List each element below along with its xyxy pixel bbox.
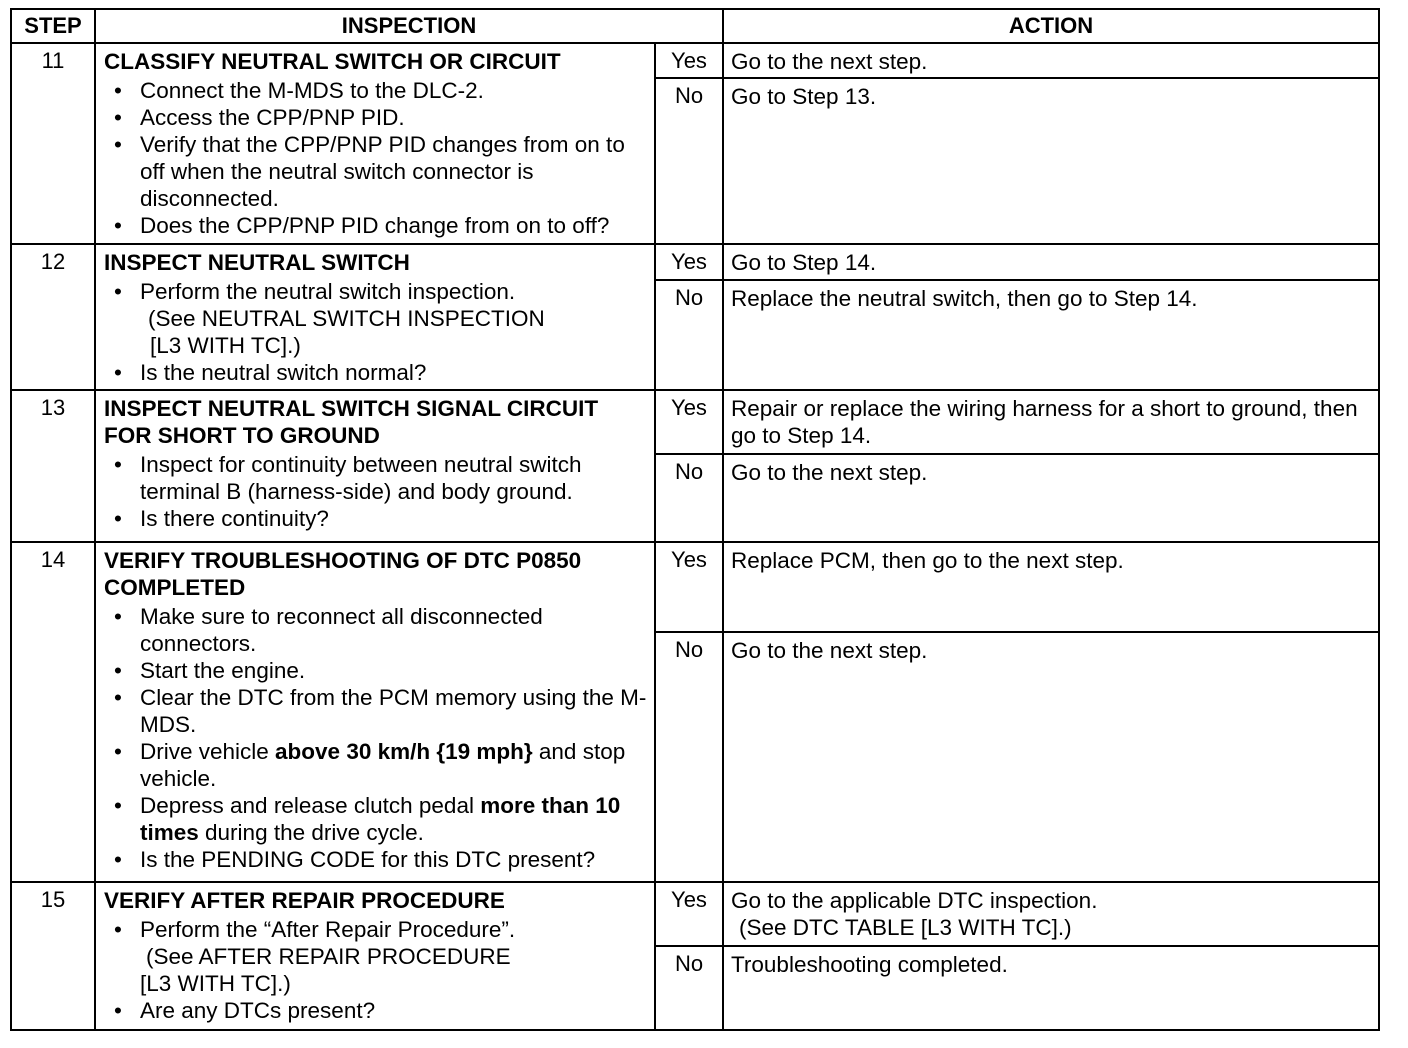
yes-action: Repair or replace the wiring harness for a short to ground, then go to Step 14. bbox=[723, 390, 1379, 454]
yes-label: Yes bbox=[655, 390, 723, 454]
inspection-list bbox=[104, 77, 648, 239]
reference-text: (See DTC TABLE [L3 WITH TC].) bbox=[739, 915, 1072, 940]
list-item: • Clear the DTC from the PCM memory using the M-MDS. bbox=[104, 684, 648, 738]
no-action: Troubleshooting completed. bbox=[723, 946, 1379, 1030]
no-label: No bbox=[655, 632, 723, 882]
step-number: 13 bbox=[11, 390, 95, 542]
inspection-title: VERIFY AFTER REPAIR PROCEDURE bbox=[104, 888, 505, 913]
yes-action: Go to Step 14. bbox=[723, 244, 1379, 280]
no-action: Go to the next step. bbox=[723, 632, 1379, 882]
drive-text-post: and stop vehicle. bbox=[140, 739, 626, 791]
list-item bbox=[104, 792, 648, 846]
list-item bbox=[104, 278, 648, 359]
no-label: No bbox=[655, 946, 723, 1030]
step-14-yes-row bbox=[11, 542, 1379, 632]
no-action: Go to Step 13. bbox=[723, 78, 1379, 244]
yes-action-cell bbox=[723, 882, 1379, 946]
header-action: ACTION bbox=[723, 9, 1379, 43]
step-12-yes-row bbox=[11, 244, 1379, 280]
drive-text-pre: Drive vehicle bbox=[140, 739, 276, 764]
inspection-title: INSPECT NEUTRAL SWITCH SIGNAL CIRCUIT FOR SHORT TO GROUND bbox=[104, 396, 599, 448]
inspection-cell bbox=[95, 43, 655, 244]
inspection-title: INSPECT NEUTRAL SWITCH bbox=[104, 250, 410, 275]
list-item: • Verify that the CPP/PNP PID changes from on to off when the neutral switch connector is disconnected. bbox=[104, 131, 648, 212]
reference-text: (See AFTER REPAIR PROCEDURE bbox=[146, 944, 511, 969]
step-13-yes-row bbox=[11, 390, 1379, 454]
inspection-title: VERIFY TROUBLESHOOTING OF DTC P0850 COMPLETED bbox=[104, 548, 582, 600]
step-11-yes-row bbox=[11, 43, 1379, 78]
list-item bbox=[104, 916, 648, 997]
inspection-list bbox=[104, 916, 648, 1024]
list-item-text: Perform the neutral switch inspection. bbox=[140, 279, 516, 304]
list-item: • Is the PENDING CODE for this DTC present? bbox=[104, 846, 648, 873]
yes-label: Yes bbox=[655, 43, 723, 78]
inspection-cell bbox=[95, 390, 655, 542]
inspection-table bbox=[10, 8, 1380, 1031]
list-item bbox=[104, 738, 648, 792]
list-item-text: Perform the “After Repair Procedure”. bbox=[140, 917, 516, 942]
yes-action: Go to the applicable DTC inspection. bbox=[731, 888, 1098, 913]
yes-action: Replace PCM, then go to the next step. bbox=[723, 542, 1379, 632]
clutch-text-post: during the drive cycle. bbox=[198, 820, 424, 845]
no-label: No bbox=[655, 454, 723, 542]
inspection-list bbox=[104, 451, 648, 532]
list-item: • Inspect for continuity between neutral switch terminal B (harness-side) and body ground. bbox=[104, 451, 648, 505]
list-item: • Access the CPP/PNP PID. bbox=[104, 104, 648, 131]
yes-label: Yes bbox=[655, 882, 723, 946]
drive-speed-text: above 30 km/h {19 mph} bbox=[275, 739, 533, 764]
reference-text: [L3 WITH TC].) bbox=[140, 971, 291, 996]
inspection-cell bbox=[95, 244, 655, 390]
yes-label: Yes bbox=[655, 542, 723, 632]
list-item: • Is the neutral switch normal? bbox=[104, 359, 648, 386]
step-number: 14 bbox=[11, 542, 95, 882]
header-inspection: INSPECTION bbox=[95, 9, 723, 43]
clutch-count-text: more than 10 times bbox=[140, 793, 621, 845]
inspection-list bbox=[104, 278, 648, 386]
header-row bbox=[11, 9, 1379, 43]
list-item: • Make sure to reconnect all disconnected connectors. bbox=[104, 603, 648, 657]
no-action: Go to the next step. bbox=[723, 454, 1379, 542]
yes-action: Go to the next step. bbox=[723, 43, 1379, 78]
list-item: • Start the engine. bbox=[104, 657, 648, 684]
step-15-yes-row bbox=[11, 882, 1379, 946]
yes-label: Yes bbox=[655, 244, 723, 280]
inspection-list bbox=[104, 603, 648, 873]
inspection-cell bbox=[95, 542, 655, 882]
header-step: STEP bbox=[11, 9, 95, 43]
reference-text: (See NEUTRAL SWITCH INSPECTION bbox=[148, 306, 545, 331]
list-item: • Does the CPP/PNP PID change from on to off? bbox=[104, 212, 648, 239]
no-action: Replace the neutral switch, then go to Step 14. bbox=[723, 280, 1379, 390]
reference-text: [L3 WITH TC].) bbox=[150, 333, 301, 358]
no-label: No bbox=[655, 280, 723, 390]
step-number: 15 bbox=[11, 882, 95, 1030]
inspection-table-page bbox=[10, 8, 1378, 1038]
no-label: No bbox=[655, 78, 723, 244]
inspection-cell bbox=[95, 882, 655, 1030]
inspection-title: CLASSIFY NEUTRAL SWITCH OR CIRCUIT bbox=[104, 49, 561, 74]
clutch-text-pre: Depress and release clutch pedal bbox=[140, 793, 481, 818]
list-item: • Are any DTCs present? bbox=[104, 997, 648, 1024]
list-item: • Connect the M-MDS to the DLC-2. bbox=[104, 77, 648, 104]
step-number: 11 bbox=[11, 43, 95, 244]
step-number: 12 bbox=[11, 244, 95, 390]
list-item: • Is there continuity? bbox=[104, 505, 648, 532]
